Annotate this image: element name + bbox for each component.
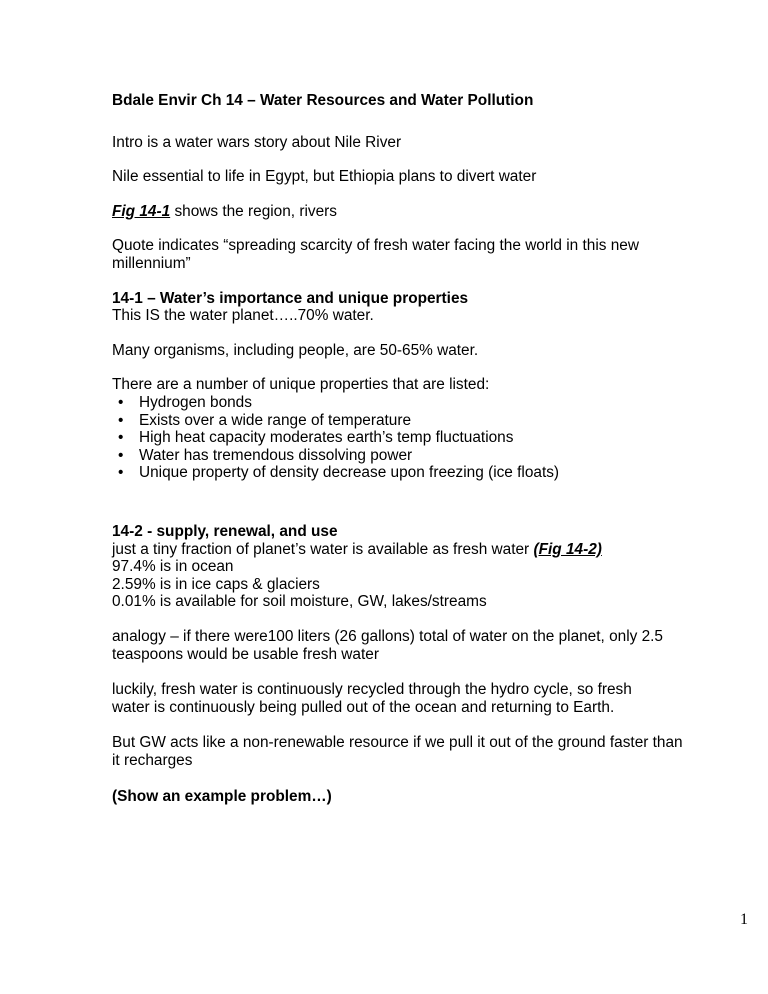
section-1-line2: Many organisms, including people, are 50-65% water. [112, 342, 479, 359]
example-paragraph [112, 788, 712, 806]
fig-14-1-ref: Fig 14-1 [112, 203, 171, 220]
page-number: 1 [740, 911, 748, 928]
section-2-heading-text: 14-2 - supply, renewal, and use [112, 523, 338, 540]
section-2-line1-text: just a tiny fraction of planet’s water is available as fresh water [112, 541, 534, 558]
luckily-paragraph: luckily, fresh water is continuously recycled through the hydro cycle, so fresh water is continuously being pulled out of the ocean and returning to Earth. [112, 681, 632, 716]
quote-paragraph: Quote indicates “spreading scarcity of fresh water facing the world in this new millennium” [112, 237, 639, 272]
fig1-paragraph [112, 203, 712, 221]
document-title [112, 92, 712, 110]
example-text: (Show an example problem…) [112, 788, 332, 805]
section-1-heading-text: 14-1 – Water’s importance and unique properties [112, 290, 469, 307]
section-2-heading [112, 523, 712, 541]
fig-14-2-ref: (Fig 14-2) [533, 541, 602, 558]
intro-paragraph: Intro is a water wars story about Nile River [112, 134, 402, 151]
nile-paragraph: Nile essential to life in Egypt, but Ethiopia plans to divert water [112, 168, 537, 185]
properties-list [112, 394, 559, 482]
section-1-heading [112, 290, 712, 308]
list-item: • High heat capacity moderates earth’s temp fluctuations [112, 429, 559, 447]
list-item: • Water has tremendous dissolving power [112, 447, 559, 465]
stat-ocean: 97.4% is in ocean [112, 558, 234, 575]
section-1-line1: This IS the water planet…..70% water. [112, 307, 374, 324]
list-item: • Exists over a wide range of temperature [112, 412, 559, 430]
fig1-text: shows the region, rivers [170, 203, 337, 220]
section-1-line3: There are a number of unique properties that are listed: [112, 376, 490, 393]
stat-ice: 2.59% is in ice caps & glaciers [112, 576, 320, 593]
section-2-line1 [112, 541, 732, 559]
stat-fresh: 0.01% is available for soil moisture, GW, lakes/streams [112, 593, 487, 610]
gw-paragraph: But GW acts like a non-renewable resource if we pull it out of the ground faster than it recharges [112, 734, 683, 769]
title-text: Bdale Envir Ch 14 – Water Resources and Water Pollution [112, 92, 534, 109]
list-item: • Hydrogen bonds [112, 394, 559, 412]
analogy-paragraph: analogy – if there were100 liters (26 gallons) total of water on the planet, only 2.5 teaspoons would be usable fresh water [112, 628, 663, 663]
list-item: • Unique property of density decrease upon freezing (ice floats) [112, 464, 559, 482]
